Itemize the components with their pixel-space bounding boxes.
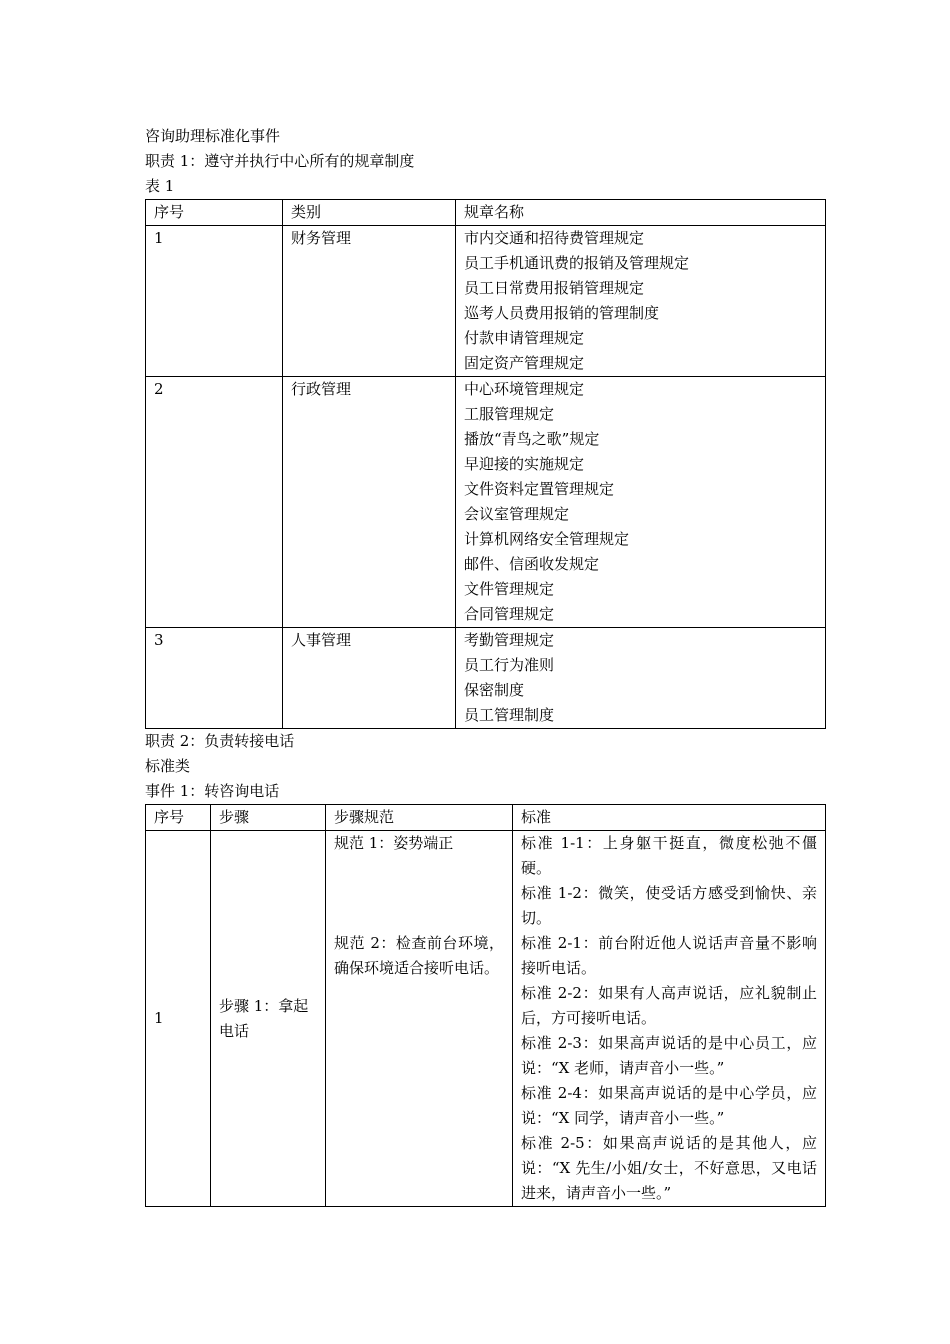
row-no: 1 — [146, 831, 211, 1207]
table-row — [146, 226, 826, 377]
row-category: 人事管理 — [283, 628, 456, 729]
standard-item: 标准 1-2：微笑，使受话方感受到愉快、亲切。 — [521, 884, 817, 927]
duty-2-heading: 职责 2：负责转接电话 — [145, 732, 295, 750]
regulation-item: 计算机网络安全管理规定 — [464, 530, 630, 548]
standard-item: 标准 2-2：如果有人高声说话，应礼貌制止后，方可接听电话。 — [521, 984, 817, 1027]
row-specs — [326, 831, 513, 1207]
header-category: 类别 — [283, 200, 456, 226]
regulation-item: 固定资产管理规定 — [464, 354, 585, 372]
table-header-row — [146, 805, 826, 831]
regulations-table — [145, 199, 826, 729]
regulation-item: 中心环境管理规定 — [464, 380, 585, 398]
row-step: 步骤 1：拿起电话 — [211, 831, 326, 1207]
header-standard: 标准 — [513, 805, 826, 831]
row-no: 3 — [146, 628, 283, 729]
regulation-item: 会议室管理规定 — [464, 505, 570, 523]
doc-title: 咨询助理标准化事件 — [145, 127, 281, 145]
standard-item: 标准 2-5：如果高声说话的是其他人，应说：“X 先生/小姐/女士，不好意思，又电话进来，请声音小一些。” — [521, 1134, 817, 1202]
document-page — [145, 124, 825, 1207]
table-header-row — [146, 200, 826, 226]
phone-transfer-table — [145, 804, 826, 1207]
row-standards — [513, 831, 826, 1207]
spec-item: 规范 1：姿势端正 — [334, 834, 454, 852]
header-regulation-name: 规章名称 — [456, 200, 826, 226]
duty-1-heading: 职责 1：遵守并执行中心所有的规章制度 — [145, 152, 415, 170]
regulation-item: 文件资料定置管理规定 — [464, 480, 615, 498]
standard-item: 标准 2-3：如果高声说话的是中心员工，应说：“X 老师，请声音小一些。” — [521, 1034, 817, 1077]
row-regulations — [456, 226, 826, 377]
table-1-caption: 表 1 — [145, 177, 175, 195]
regulation-item: 员工日常费用报销管理规定 — [464, 279, 645, 297]
regulation-item: 付款申请管理规定 — [464, 329, 585, 347]
spec-spacer — [334, 856, 504, 931]
regulation-item: 市内交通和招待费管理规定 — [464, 229, 645, 247]
header-step: 步骤 — [211, 805, 326, 831]
table-row — [146, 831, 826, 1207]
spec-item: 规范 2：检查前台环境，确保环境适合接听电话。 — [334, 934, 504, 977]
regulation-item: 保密制度 — [464, 681, 525, 699]
standard-item: 标准 2-1：前台附近他人说话声音量不影响接听电话。 — [521, 934, 817, 977]
regulation-item: 员工行为准则 — [464, 656, 555, 674]
standard-class-heading: 标准类 — [145, 757, 191, 775]
standard-item: 标准 2-4：如果高声说话的是中心学员，应说：“X 同学，请声音小一些。” — [521, 1084, 817, 1127]
regulation-item: 考勤管理规定 — [464, 631, 555, 649]
regulation-item: 巡考人员费用报销的管理制度 — [464, 304, 660, 322]
regulation-item: 邮件、信函收发规定 — [464, 555, 600, 573]
header-no: 序号 — [146, 805, 211, 831]
header-step-spec: 步骤规范 — [326, 805, 513, 831]
row-regulations — [456, 377, 826, 628]
regulation-item: 早迎接的实施规定 — [464, 455, 585, 473]
row-no: 2 — [146, 377, 283, 628]
standard-item: 标准 1-1：上身躯干挺直，微度松弛不僵硬。 — [521, 834, 817, 877]
row-category: 行政管理 — [283, 377, 456, 628]
header-no: 序号 — [146, 200, 283, 226]
regulation-item: 员工手机通讯费的报销及管理规定 — [464, 254, 690, 272]
table-row — [146, 628, 826, 729]
regulation-item: 合同管理规定 — [464, 605, 555, 623]
regulation-item: 工服管理规定 — [464, 405, 555, 423]
row-no: 1 — [146, 226, 283, 377]
row-category: 财务管理 — [283, 226, 456, 377]
table-row — [146, 377, 826, 628]
regulation-item: 播放“青鸟之歌”规定 — [464, 430, 600, 448]
regulation-item: 文件管理规定 — [464, 580, 555, 598]
event-1-heading: 事件 1：转咨询电话 — [145, 782, 280, 800]
regulation-item: 员工管理制度 — [464, 706, 555, 724]
row-regulations — [456, 628, 826, 729]
